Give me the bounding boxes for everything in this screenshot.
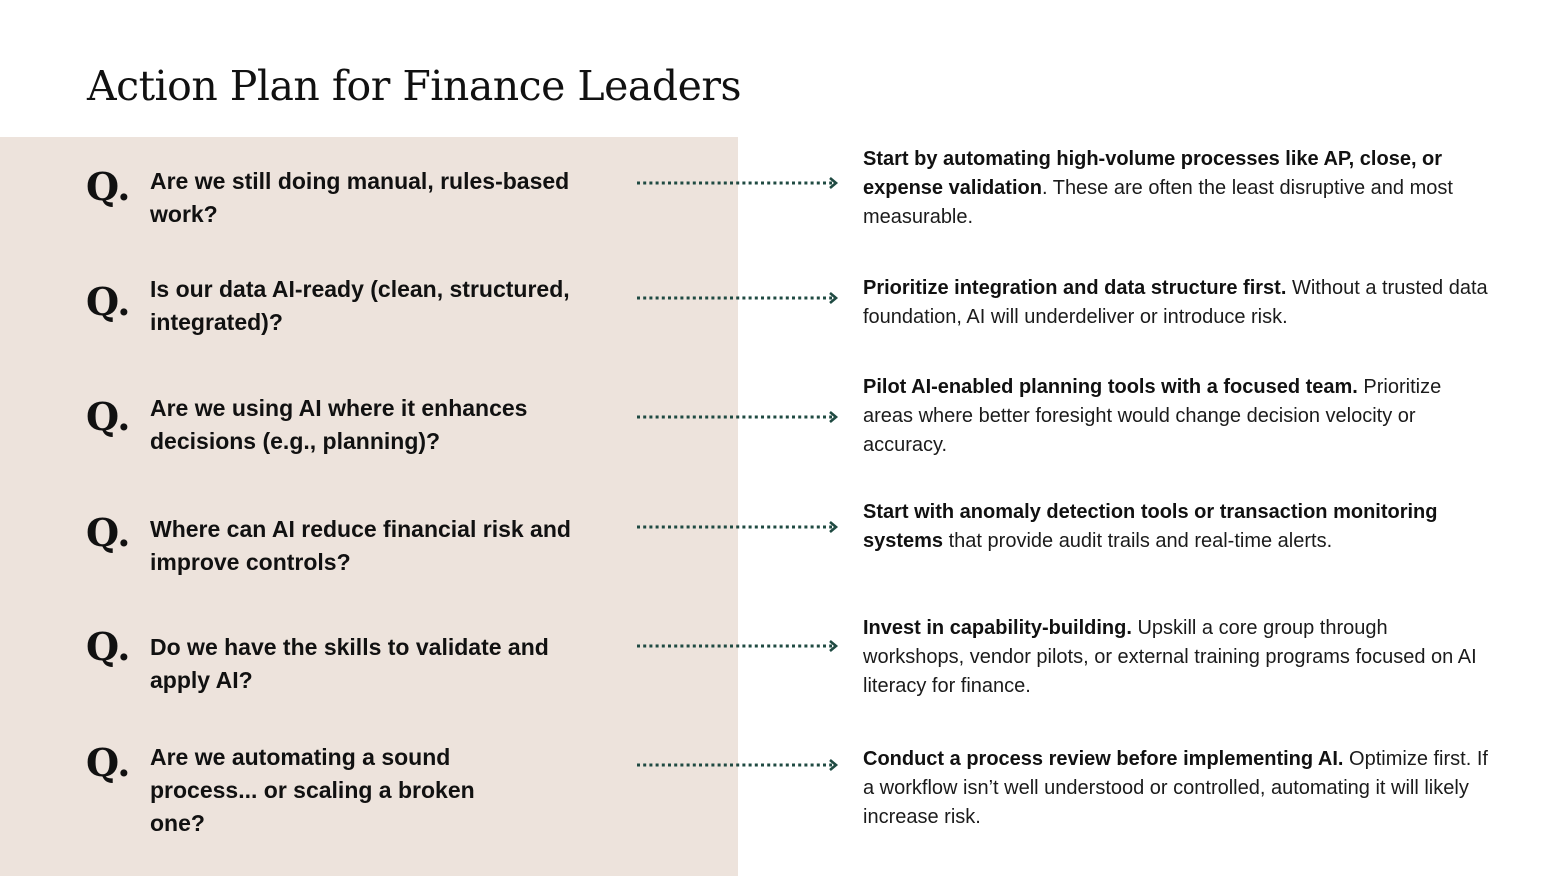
- dotted-arrow-icon: [636, 639, 840, 653]
- answer-text: [863, 498, 1493, 556]
- answer-detail: Prioritize areas where better foresight would change decision velocity or accuracy.: [863, 376, 1442, 456]
- answer-detail: Optimize first. If a workflow isn’t well understood or controlled, automating it will likely increase risk.: [863, 748, 1488, 828]
- q-marker: Q.: [86, 394, 131, 439]
- answer-lead: Invest in capability-building.: [863, 617, 1132, 639]
- question-text: Is our data AI-ready (clean, structured, integrated)?: [150, 276, 570, 335]
- q-marker: Q.: [86, 279, 131, 324]
- answer-lead: Prioritize integration and data structure first.: [863, 277, 1287, 299]
- question-text: Are we using AI where it enhances decisions (e.g., planning)?: [150, 395, 528, 454]
- dotted-arrow-icon: [636, 758, 840, 772]
- dotted-arrow-icon: [636, 410, 840, 424]
- answer-detail: that provide audit trails and real-time alerts.: [943, 530, 1333, 552]
- answer-lead: Pilot AI-enabled planning tools with a focused team.: [863, 376, 1358, 398]
- dotted-arrow-icon: [636, 176, 840, 190]
- answer-text: [863, 614, 1493, 701]
- dotted-arrow-icon: [636, 520, 840, 534]
- answer-detail: Upskill a core group through workshops, vendor pilots, or external training programs focused on AI literacy for finance.: [863, 617, 1477, 697]
- answer-lead: Start with anomaly detection tools or transaction monitoring systems: [863, 501, 1438, 552]
- dotted-arrow-icon: [636, 291, 840, 305]
- q-marker: Q.: [86, 740, 131, 785]
- answer-text: [863, 145, 1493, 232]
- q-marker: Q.: [86, 510, 131, 555]
- answer-text: [863, 373, 1493, 460]
- q-marker: Q.: [86, 164, 131, 209]
- answer-detail: Without a trusted data foundation, AI will underdeliver or introduce risk.: [863, 277, 1488, 328]
- answer-detail: . These are often the least disruptive and most measurable.: [863, 177, 1453, 228]
- question-text: Where can AI reduce financial risk and improve controls?: [150, 516, 571, 575]
- answer-text: [863, 274, 1493, 332]
- answer-lead: Start by automating high-volume processes like AP, close, or expense validation: [863, 148, 1443, 199]
- question-text: Do we have the skills to validate and apply AI?: [150, 634, 549, 693]
- q-marker: Q.: [86, 624, 131, 669]
- answer-lead: Conduct a process review before implementing AI.: [863, 748, 1344, 770]
- question-text: Are we automating a sound process... or scaling a broken one?: [150, 744, 475, 836]
- question-text: Are we still doing manual, rules-based work?: [150, 168, 570, 227]
- page-title: Action Plan for Finance Leaders: [87, 62, 742, 110]
- answer-text: [863, 745, 1493, 832]
